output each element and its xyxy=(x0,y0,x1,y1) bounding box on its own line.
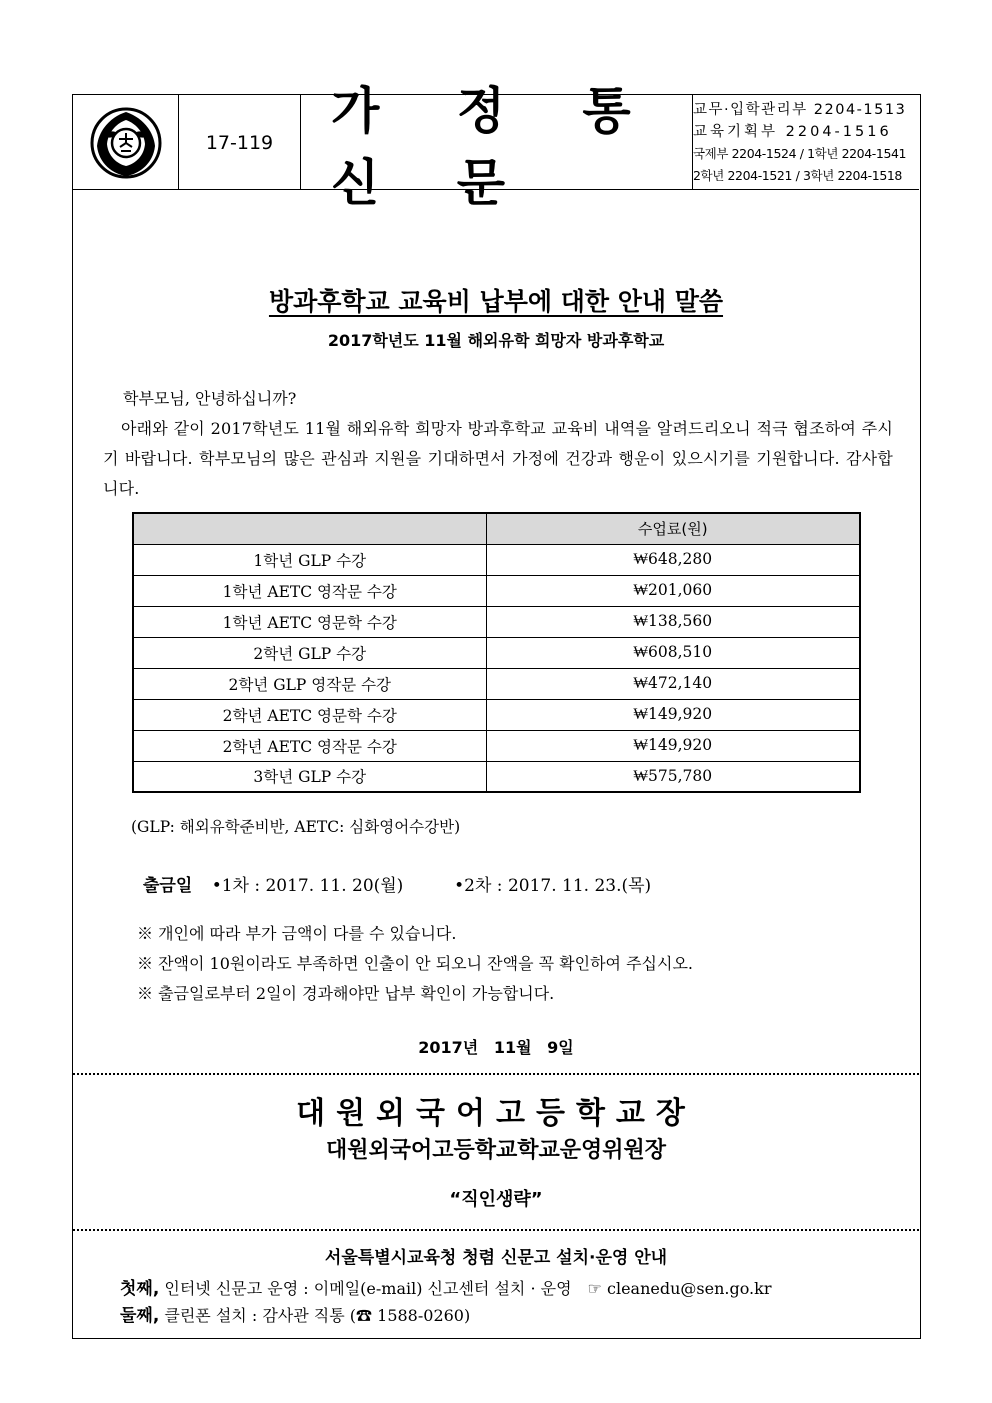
fee-table xyxy=(132,512,861,793)
table-row xyxy=(133,761,860,792)
course-cell: 2학년 AETC 영문학 수강 xyxy=(133,699,486,730)
document-title xyxy=(73,282,919,318)
course-cell: 1학년 GLP 수강 xyxy=(133,544,486,575)
fee-cell: ₩608,510 xyxy=(486,637,860,668)
intro-paragraph: 아래와 같이 2017학년도 11월 해외유학 희망자 방과후학교 교육비 내역을 알려드리오니 적극 협조하여 주시기 바랍니다. 학부모님의 많은 관심과 지원을 기대하면서 가정에 건강과 행운이 있으시기를 기원합니다. 감사합니다. xyxy=(103,419,893,498)
note-item: ※ 잔액이 10원이라도 부족하면 인출이 안 되오니 잔액을 꼭 확인하여 주십시오. xyxy=(137,954,693,973)
table-header-course xyxy=(133,513,486,544)
course-cell: 2학년 GLP 영작문 수강 xyxy=(133,668,486,699)
greeting: 학부모님, 안녕하십니까? xyxy=(123,389,297,408)
divider xyxy=(73,1229,919,1231)
fee-cell: ₩138,560 xyxy=(486,606,860,637)
header xyxy=(73,81,919,212)
notice-number: 17-119 xyxy=(179,95,301,190)
contact-list xyxy=(693,99,919,187)
withdrawal-second: •2차 : 2017. 11. 23.(목) xyxy=(454,876,652,896)
contact-line: 2학년 2204-1521 / 3학년 2204-1518 xyxy=(693,168,902,183)
fee-cell: ₩201,060 xyxy=(486,575,860,606)
report-center-title: 서울특별시교육청 청렴 신문고 설치·운영 안내 xyxy=(324,1248,668,1268)
divider xyxy=(73,1073,919,1075)
fee-cell: ₩575,780 xyxy=(486,761,860,792)
withdrawal-label: 출금일 xyxy=(143,876,193,896)
table-row xyxy=(133,637,860,668)
header-title: 가 정 통 신 문 xyxy=(301,95,693,190)
report-phone-number: 1588-0260) xyxy=(372,1306,471,1325)
table-row xyxy=(133,575,860,606)
contact-line: 교육기획부 2204-1516 xyxy=(693,124,892,140)
note-item: ※ 개인에 따라 부가 금액이 다를 수 있습니다. xyxy=(137,924,457,943)
seal-omitted-note: “직인생략” xyxy=(449,1189,543,1210)
note-item: ※ 출금일로부터 2일이 경과해야만 납부 확인이 가능합니다. xyxy=(137,984,555,1003)
pointing-hand-icon: ☞ xyxy=(587,1279,602,1298)
contact-line: 국제부 2204-1524 / 1학년 2204-1541 xyxy=(693,146,907,161)
phone-icon: ☎ xyxy=(356,1306,373,1325)
table-row xyxy=(133,668,860,699)
document-subtitle: 2017학년도 11월 해외유학 희망자 방과후학교 xyxy=(327,331,665,350)
principal-signature: 대원외국어고등학교장 xyxy=(296,1096,696,1131)
issue-date: 2017년 11월 9일 xyxy=(418,1038,574,1057)
report-line-lead: 둘째, xyxy=(120,1306,160,1326)
table-row xyxy=(133,730,860,761)
withdrawal-dates xyxy=(143,871,651,896)
committee-signature: 대원외국어고등학교학교운영위원장 xyxy=(325,1138,667,1163)
table-row xyxy=(133,544,860,575)
notes-list xyxy=(137,919,693,1009)
report-line-second xyxy=(120,1301,470,1326)
school-emblem xyxy=(73,95,179,190)
report-line-lead: 첫째, xyxy=(120,1279,160,1299)
report-email-link[interactable]: cleanedu@sen.go.kr xyxy=(606,1279,772,1298)
contact-line: 교무·입학관리부 2204-1513 xyxy=(693,102,907,118)
course-cell: 1학년 AETC 영작문 수강 xyxy=(133,575,486,606)
fee-cell: ₩472,140 xyxy=(486,668,860,699)
withdrawal-first: •1차 : 2017. 11. 20(월) xyxy=(211,876,404,896)
table-header-row xyxy=(133,513,860,544)
fee-cell: ₩149,920 xyxy=(486,730,860,761)
fee-cell: ₩149,920 xyxy=(486,699,860,730)
table-header-fee: 수업료(원) xyxy=(486,513,860,544)
document-title-text: 방과후학교 교육비 납부에 대한 안내 말씀 xyxy=(268,287,724,316)
table-row xyxy=(133,606,860,637)
report-line-text: 클린폰 설치 : 감사관 직통 ( xyxy=(159,1306,357,1325)
course-cell: 2학년 AETC 영작문 수강 xyxy=(133,730,486,761)
abbreviation-legend: (GLP: 해외유학준비반, AETC: 심화영어수강반) xyxy=(131,818,461,836)
fee-cell: ₩648,280 xyxy=(486,544,860,575)
course-cell: 1학년 AETC 영문학 수강 xyxy=(133,606,486,637)
table-row xyxy=(133,699,860,730)
course-cell: 2학년 GLP 수강 xyxy=(133,637,486,668)
school-emblem-icon xyxy=(89,106,163,180)
report-line-first xyxy=(120,1274,771,1299)
course-cell: 3학년 GLP 수강 xyxy=(133,761,486,792)
report-line-text: 인터넷 신문고 운영 : 이메일(e-mail) 신고센터 설치 · 운영 xyxy=(159,1279,572,1298)
document-frame xyxy=(72,81,921,1339)
